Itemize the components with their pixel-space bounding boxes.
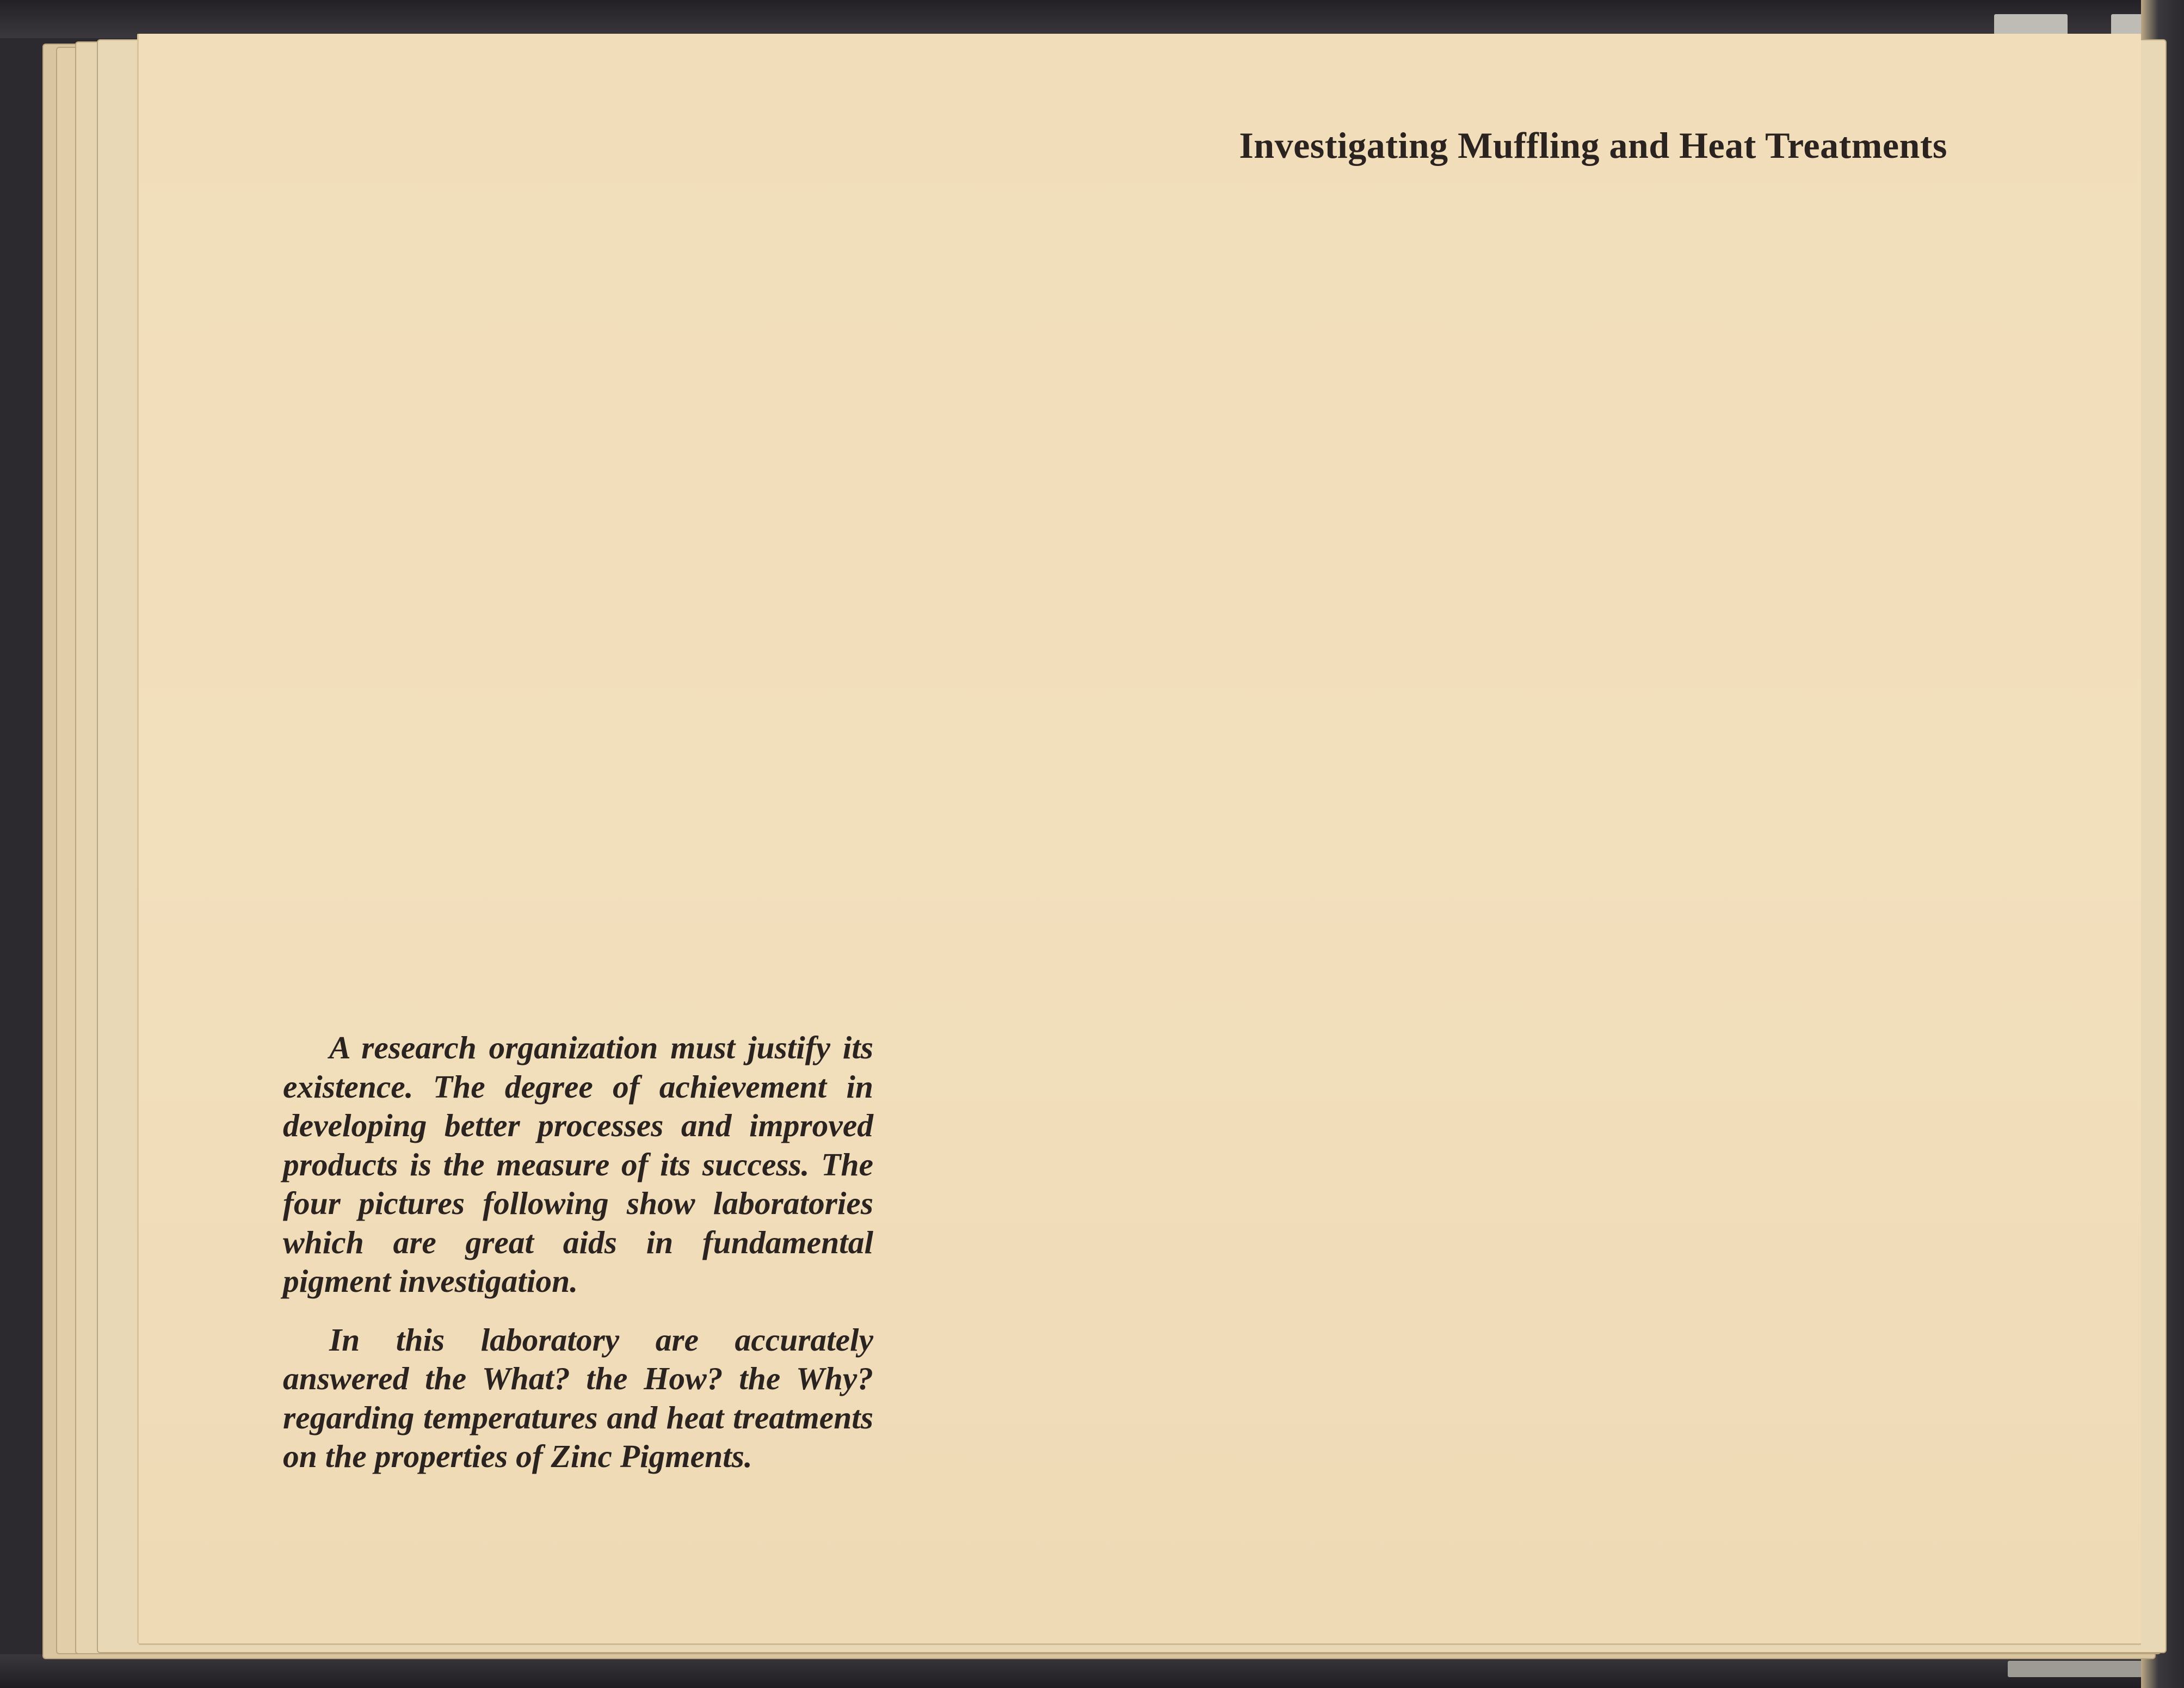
page-heading: Investigating Muffling and Heat Treatments bbox=[1239, 125, 1947, 166]
caption-block bbox=[283, 1028, 873, 1476]
hinge-tab bbox=[2008, 1661, 2149, 1677]
hinge-tab bbox=[1994, 14, 2068, 36]
album-cover-bottom bbox=[0, 1654, 2184, 1688]
caption-paragraph: In this laboratory are accurately answered the What? the How? the Why? regarding temperatures and heat treatments on the properties of Zinc Pigments. bbox=[283, 1321, 873, 1474]
caption-paragraph: A research organization must justify its existence. The degree of achievement in developing better processes and improved products is the measure of its success. The four pictures following show laboratories which are great aids in fundamental pigment investigation. bbox=[283, 1030, 873, 1299]
album-cover-top bbox=[0, 0, 2184, 38]
